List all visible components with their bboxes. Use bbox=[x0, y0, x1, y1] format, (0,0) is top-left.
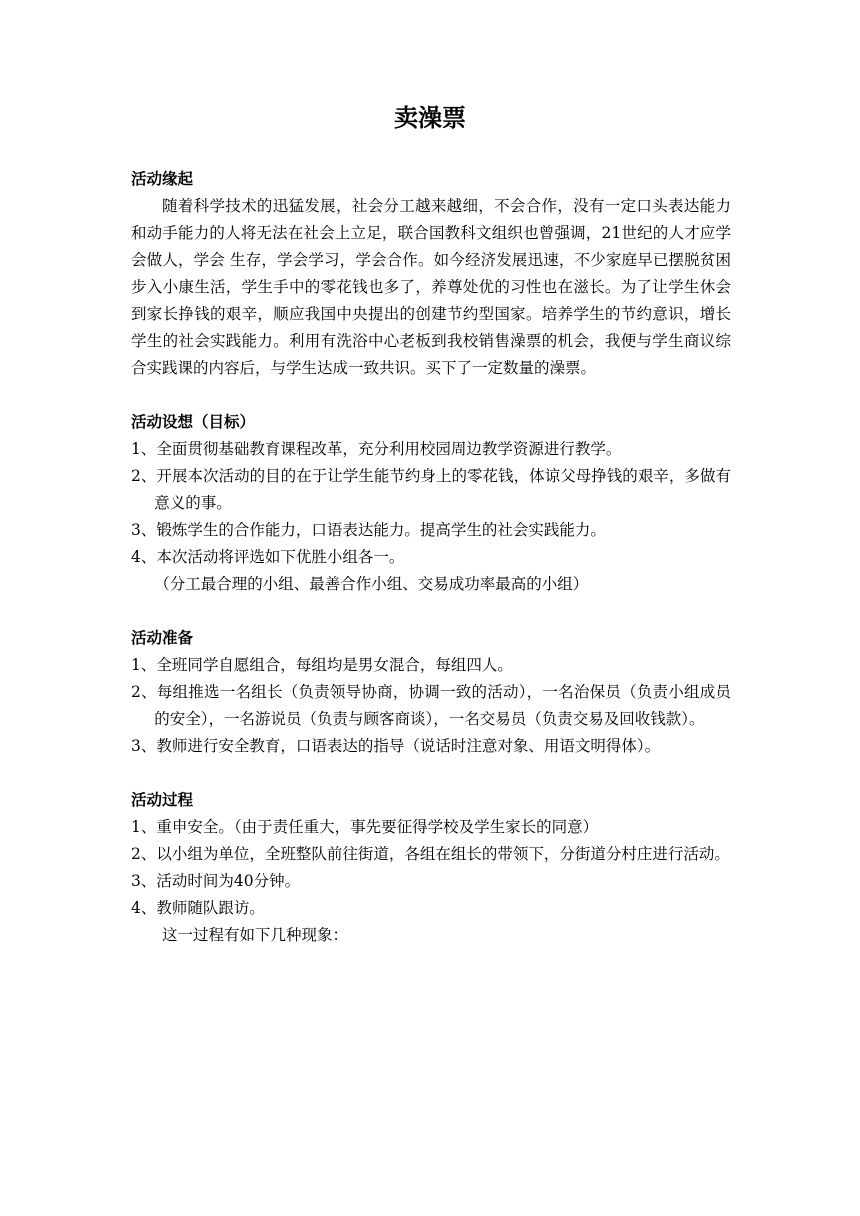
document-body bbox=[131, 166, 731, 949]
process-item-3: 3、活动时间为40分钟。 bbox=[131, 872, 301, 890]
spacer bbox=[131, 598, 731, 625]
process-item-1: 1、重申安全。（由于责任重大，事先要征得学校及学生家长的同意） bbox=[131, 818, 599, 836]
preparation-item-3: 3、教师进行安全教育，口语表达的指导（说话时注意对象、用语文明得体）。 bbox=[131, 737, 661, 755]
process-closing: 这一过程有如下几种现象： bbox=[162, 926, 349, 944]
process-item-2: 2、以小组为单位，全班整队前往街道，各组在组长的带领下，分街道分村庄进行活动。 bbox=[131, 845, 730, 863]
preparation-item-1: 1、全班同学自愿组合，每组均是男女混合，每组四人。 bbox=[131, 656, 513, 674]
spacer bbox=[131, 382, 731, 409]
section-heading-goals: 活动设想（目标） bbox=[131, 413, 256, 431]
goals-note: （分工最合理的小组、最善合作小组、交易成功率最高的小组） bbox=[154, 575, 589, 593]
origin-paragraph: 随着科学技术的迅猛发展，社会分工越来越细，不会合作，没有一定口头表达能力和动手能力的人将无法在社会上立足，联合国教科文组织也曾强调，21世纪的人才应学会做人，学会 生存，学会学习，学会合作。如今经济发展迅速，不少家庭早已摆脱贫困步入小康生活，学生手中的零花钱也多了，养尊处优的习性也在滋长。为了让学生休会到家长挣钱的艰辛，顺应我国中央提出的创建节约型国家。培养学生的节约意识，增长学生的社会实践能力。利用有洗浴中心老板到我校销售澡票的机会，我便与学生商议综合实践课的内容后，与学生达成一致共识。买下了一定数量的澡票。 bbox=[131, 197, 731, 377]
document-title: 卖澡票 bbox=[394, 104, 466, 132]
goals-item-3: 3、锻炼学生的合作能力，口语表达能力。提高学生的社会实践能力。 bbox=[131, 521, 606, 539]
preparation-item-2: 2、每组推选一名组长（负责领导协商，协调一致的活动），一名治保员（负责小组成员的安全），一名游说员（负责与顾客商谈），一名交易员（负责交易及回收钱款）。 bbox=[131, 683, 731, 728]
process-item-4: 4、教师随队跟访。 bbox=[131, 899, 265, 917]
section-heading-origin: 活动缘起 bbox=[131, 170, 194, 188]
goals-item-4: 4、本次活动将评选如下优胜小组各一。 bbox=[131, 548, 405, 566]
goals-item-1: 1、全面贯彻基础教育课程改革，充分利用校园周边教学资源进行教学。 bbox=[131, 440, 622, 458]
section-heading-process: 活动过程 bbox=[131, 791, 194, 809]
section-heading-preparation: 活动准备 bbox=[131, 629, 194, 647]
goals-item-2: 2、开展本次活动的目的在于让学生能节约身上的零花钱，体谅父母挣钱的艰辛，多做有意义的事。 bbox=[131, 467, 731, 512]
spacer bbox=[131, 760, 731, 787]
